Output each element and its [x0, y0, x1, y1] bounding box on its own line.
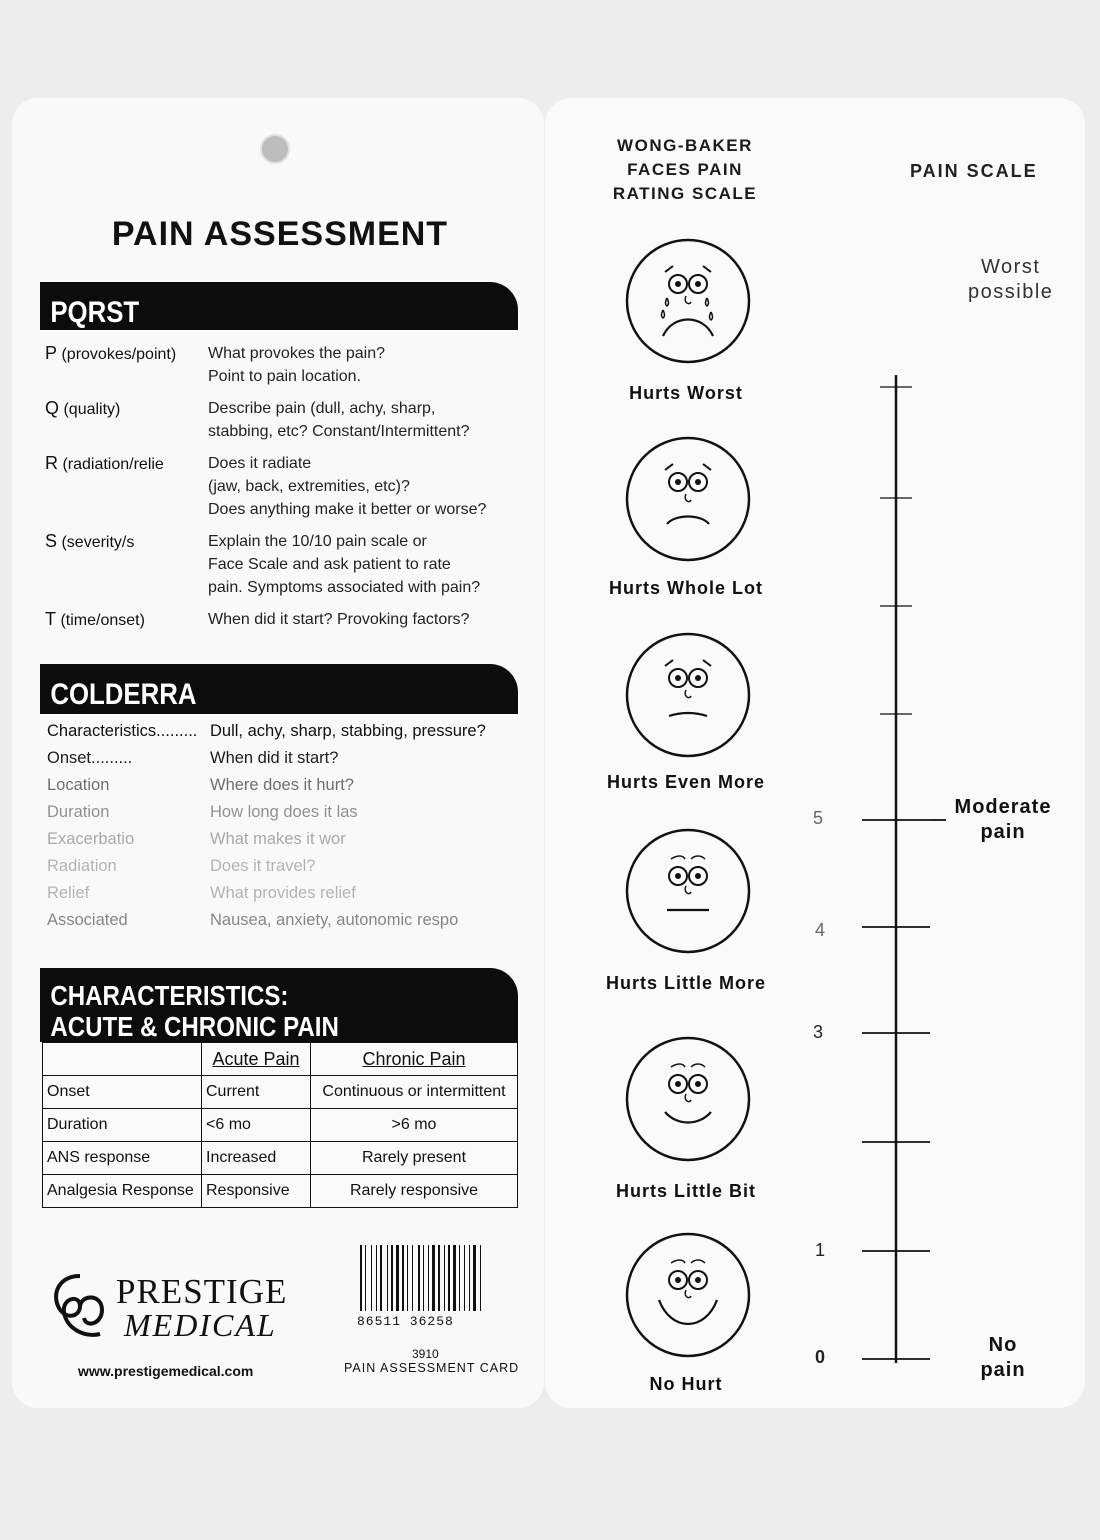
pqrst-value: Does it radiate (jaw, back, extremities, etc)? Does anything make it better or worse?: [208, 455, 487, 518]
table-cell: >6 mo: [311, 1109, 518, 1142]
table-cell: Increased: [202, 1142, 311, 1175]
face-label: No Hurt: [649, 1374, 723, 1394]
pain-scale-ruler: [800, 360, 960, 1380]
table-cell: Rarely responsive: [311, 1175, 518, 1208]
table-header: Acute Pain: [202, 1043, 311, 1076]
colderra-value: When did it start?: [210, 749, 339, 767]
scale-number: 5: [813, 808, 824, 828]
colderra-key: Associated: [47, 911, 128, 929]
product-number: 3910: [412, 1347, 439, 1361]
colderra-value: What makes it wor: [210, 830, 346, 848]
table-cell: Analgesia Response: [43, 1175, 202, 1208]
table-row: [43, 1142, 518, 1175]
pqrst-value: Explain the 10/10 pain scale or Face Scale and ask patient to rate pain. Symptoms associated with pain?: [208, 533, 481, 596]
worst-possible-label: Worst possible: [968, 256, 1054, 303]
colderra-value: Does it travel?: [210, 857, 316, 875]
neutral-face-icon: [623, 826, 753, 956]
colderra-key: Relief: [47, 884, 90, 902]
table-cell: Duration: [43, 1109, 202, 1142]
face-label: Hurts Little More: [605, 973, 766, 993]
pain-scale-title: PAIN SCALE: [910, 161, 1038, 181]
colderra-value: How long does it las: [210, 803, 358, 821]
prestige-logo-icon: [50, 1272, 110, 1342]
colderra-row: [47, 749, 517, 775]
scale-number: 1: [815, 1240, 826, 1260]
barcode-number: 86511 36258: [357, 1314, 454, 1329]
face-label: Hurts Little Bit: [616, 1181, 756, 1201]
colderra-row: [47, 911, 517, 937]
website-url: www.prestigemedical.com: [78, 1363, 254, 1379]
colderra-value: Dull, achy, sharp, stabbing, pressure?: [210, 722, 486, 740]
table-cell: Current: [202, 1076, 311, 1109]
brand-name: PRESTIGE: [116, 1272, 288, 1311]
colderra-value: What provides relief: [210, 884, 356, 902]
colderra-key: Characteristics.........: [47, 722, 198, 740]
table-cell: Rarely present: [311, 1142, 518, 1175]
face-label: Hurts Worst: [629, 383, 743, 403]
colderra-row: [47, 776, 517, 802]
crying-face-icon: [623, 236, 753, 366]
pqrst-key: Q (quality): [45, 398, 121, 418]
table-cell: Responsive: [202, 1175, 311, 1208]
characteristics-table: [42, 1042, 518, 1208]
colderra-row: [47, 857, 517, 883]
table-cell: Onset: [43, 1076, 202, 1109]
colderra-value: Nausea, anxiety, autonomic respo: [210, 911, 459, 929]
moderate-pain-label: Moderate pain: [954, 796, 1052, 843]
colderra-key: Location: [47, 776, 110, 794]
colderra-key: Exacerbatio: [47, 830, 135, 848]
table-cell: Continuous or intermittent: [311, 1076, 518, 1109]
very-sad-face-icon: [623, 434, 753, 564]
pqrst-key: R (radiation/relie: [45, 453, 164, 473]
table-header-row: [43, 1043, 518, 1076]
scale-number: 3: [813, 1022, 824, 1042]
colderra-key: Onset.........: [47, 749, 133, 767]
table-row: [43, 1109, 518, 1142]
colderra-row: [47, 722, 517, 748]
pqrst-key: T (time/onset): [45, 609, 145, 629]
no-pain-label: No pain: [980, 1334, 1026, 1381]
colderra-row: [47, 884, 517, 910]
hanging-hole: [260, 134, 290, 164]
colderra-key: Duration: [47, 803, 110, 821]
colderra-heading: COLDERRA: [40, 664, 518, 714]
table-cell: <6 mo: [202, 1109, 311, 1142]
pqrst-key: S (severity/s: [45, 531, 135, 551]
pqrst-value: What provokes the pain? Point to pain location.: [208, 345, 385, 385]
page-title: PAIN ASSESSMENT: [111, 215, 449, 253]
happy-face-icon: [623, 1230, 753, 1360]
barcode: [358, 1245, 516, 1315]
table-cell: ANS response: [43, 1142, 202, 1175]
colderra-row: [47, 830, 517, 856]
scale-number: 4: [815, 920, 826, 940]
face-label: Hurts Whole Lot: [609, 578, 763, 598]
scale-number: 0: [815, 1347, 826, 1367]
pqrst-heading: PQRST: [40, 282, 518, 330]
pqrst-value: When did it start? Provoking factors?: [208, 611, 470, 628]
slight-smile-face-icon: [623, 1034, 753, 1164]
colderra-row: [47, 803, 517, 829]
pqrst-value: Describe pain (dull, achy, sharp, stabbing, etc? Constant/Intermittent?: [208, 400, 470, 440]
table-header: Chronic Pain: [311, 1043, 518, 1076]
characteristics-heading: CHARACTERISTICS: ACUTE & CHRONIC PAIN: [40, 968, 518, 1042]
product-name: PAIN ASSESSMENT CARD: [344, 1361, 520, 1375]
pqrst-key: P (provokes/point): [45, 343, 177, 363]
colderra-value: Where does it hurt?: [210, 776, 354, 794]
table-row: [43, 1076, 518, 1109]
table-header: [43, 1043, 202, 1076]
sad-face-icon: [623, 630, 753, 760]
brand-subname: MEDICAL: [124, 1307, 277, 1343]
table-row: [43, 1175, 518, 1208]
colderra-key: Radiation: [47, 857, 117, 875]
wong-baker-title: WONG-BAKER FACES PAIN RATING SCALE: [612, 136, 758, 203]
face-label: Hurts Even More: [606, 772, 766, 792]
